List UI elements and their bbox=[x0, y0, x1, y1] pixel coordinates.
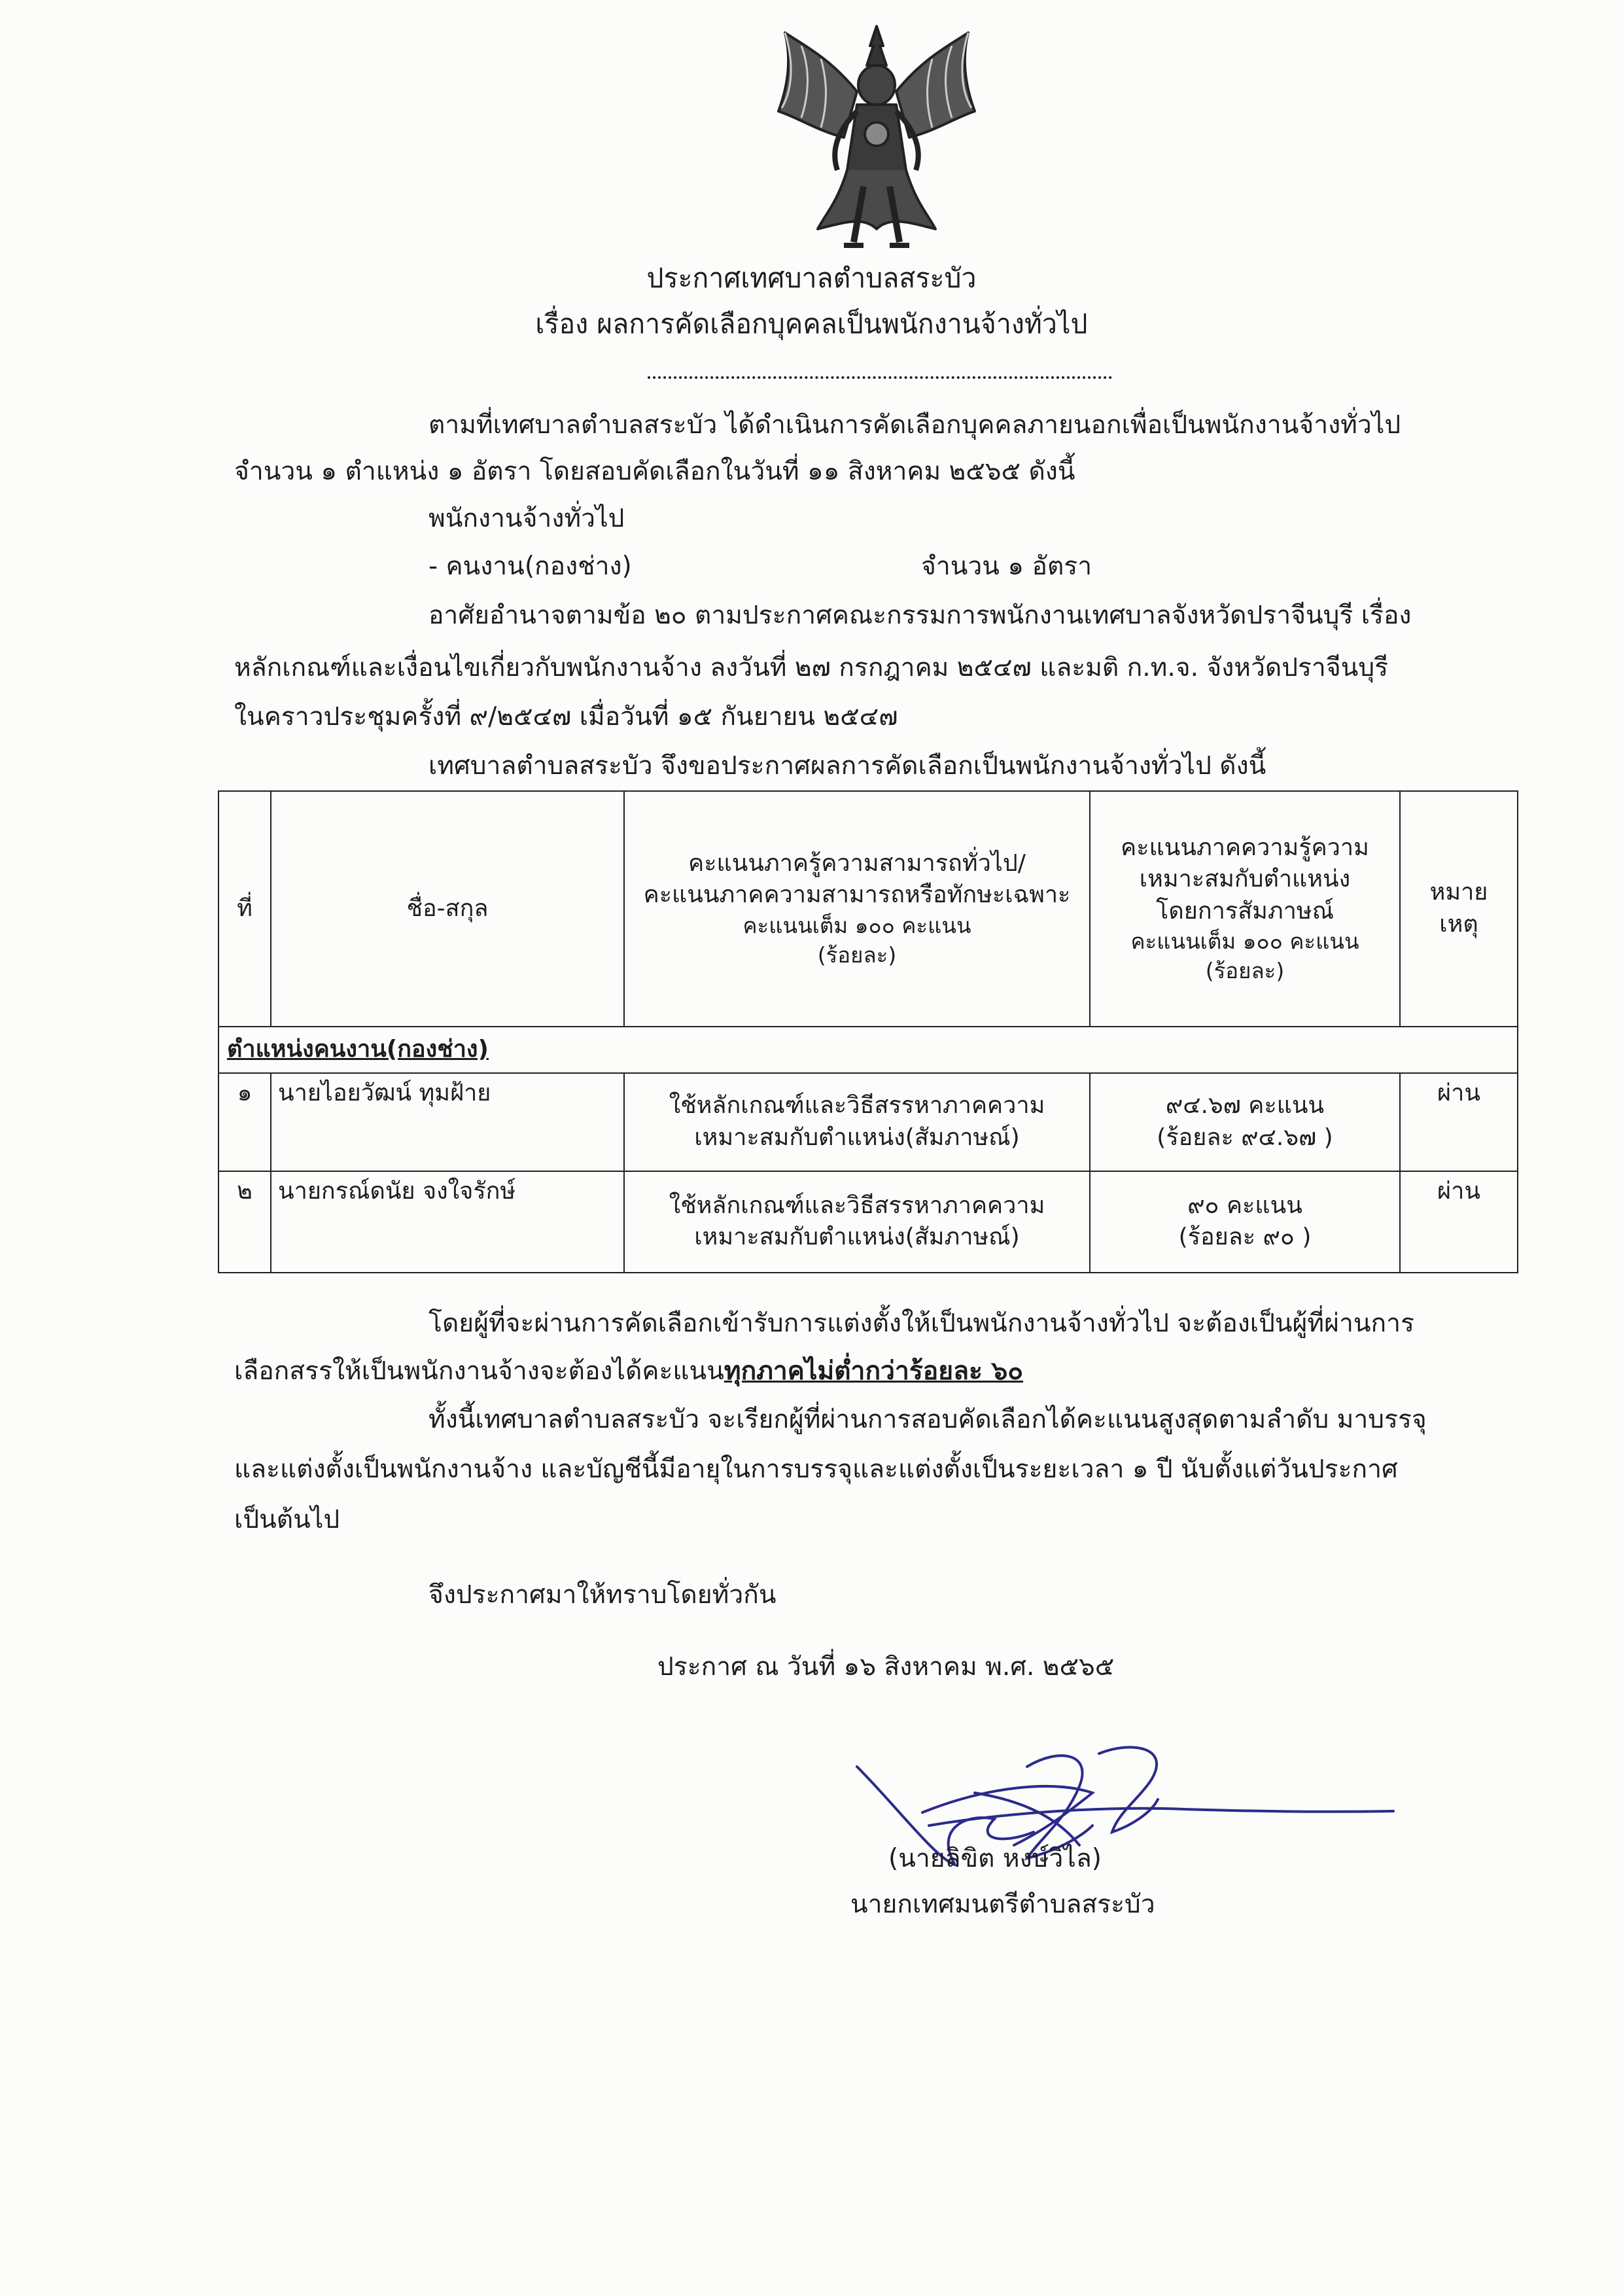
row-name: นายกรณ์ดนัย จงใจรักษ์ bbox=[271, 1171, 624, 1273]
row-score bbox=[1090, 1171, 1400, 1273]
announcement-date: ประกาศ ณ วันที่ ๑๖ สิงหาคม พ.ศ. ๒๕๖๕ bbox=[657, 1652, 1115, 1682]
header-interview-line: เหมาะสมกับตำแหน่ง bbox=[1139, 866, 1351, 893]
row-method bbox=[624, 1073, 1090, 1171]
signatory-name: (นายลิขิต หงษ์วิไล) bbox=[888, 1844, 1102, 1873]
section-row bbox=[218, 1027, 1518, 1073]
condition-line-1: โดยผู้ที่จะผ่านการคัดเลือกเข้ารับการแต่งตั้งให้เป็นพนักงานจ้างทั่วไป จะต้องเป็นผู้ที่ผ่านการ bbox=[428, 1309, 1414, 1338]
authority-line-4: เทศบาลตำบลสระบัว จึงขอประกาศผลการคัดเลือกเป็นพนักงานจ้างทั่วไป ดังนี้ bbox=[428, 751, 1266, 781]
document-subject: เรื่อง ผลการคัดเลือกบุคคลเป็นพนักงานจ้างทั่วไป bbox=[535, 308, 1088, 340]
condition-line-3: ทั้งนี้เทศบาลตำบลสระบัว จะเรียกผู้ที่ผ่านการสอบคัดเลือกได้คะแนนสูงสุดตามลำดับ มาบรรจุ bbox=[428, 1405, 1427, 1434]
header-remark-line: หมาย bbox=[1429, 879, 1488, 906]
position-count: จำนวน ๑ อัตรา bbox=[921, 552, 1092, 581]
table-row bbox=[218, 1171, 1518, 1273]
intro-line-2: จำนวน ๑ ตำแหน่ง ๑ อัตรา โดยสอบคัดเลือกในวันที่ ๑๑ สิงหาคม ๒๕๖๕ ดังนี้ bbox=[234, 457, 1075, 486]
condition-line-2 bbox=[234, 1356, 1023, 1387]
condition-text: เลือกสรรให้เป็นพนักงานจ้างจะต้องได้คะแนน bbox=[234, 1356, 724, 1386]
section-title: ตำแหน่งคนงาน(กองช่าง) bbox=[218, 1027, 1518, 1073]
condition-line-5: เป็นต้นไป bbox=[234, 1505, 340, 1534]
table-row bbox=[218, 1073, 1518, 1171]
row-remark: ผ่าน bbox=[1400, 1073, 1518, 1171]
header-interview-line: คะแนนภาคความรู้ความ bbox=[1121, 834, 1369, 861]
header-interview-line: (ร้อยละ) bbox=[1205, 957, 1285, 983]
closing-notice: จึงประกาศมาให้ทราบโดยทั่วกัน bbox=[428, 1580, 777, 1610]
header-interview-line: คะแนนเต็ม ๑๐๐ คะแนน bbox=[1130, 928, 1359, 955]
document-title: ประกาศเทศบาลตำบลสระบัว bbox=[646, 262, 977, 294]
row-no: ๑ bbox=[218, 1073, 271, 1171]
header-remark-line: เหตุ bbox=[1439, 911, 1478, 938]
row-method bbox=[624, 1171, 1090, 1273]
signatory-title: นายกเทศมนตรีตำบลสระบัว bbox=[850, 1890, 1155, 1919]
header-general-line: คะแนนเต็ม ๑๐๐ คะแนน bbox=[742, 913, 971, 939]
row-remark: ผ่าน bbox=[1400, 1171, 1518, 1273]
header-general-score bbox=[624, 791, 1090, 1027]
dotted-divider bbox=[648, 376, 1112, 379]
row-score-value: ๙๐ คะแนน bbox=[1187, 1192, 1302, 1219]
position-name: - คนงาน(กองช่าง) bbox=[428, 552, 632, 581]
garuda-emblem bbox=[765, 20, 988, 255]
row-name: นายไอยวัฒน์ ทุมฝ้าย bbox=[271, 1073, 624, 1171]
row-method-line: ใช้หลักเกณฑ์และวิธีสรรหาภาคความ bbox=[669, 1192, 1045, 1219]
condition-threshold: ทุกภาคไม่ต่ำกว่าร้อยละ ๖๐ bbox=[724, 1356, 1024, 1386]
header-interview-score bbox=[1090, 791, 1400, 1027]
header-remark bbox=[1400, 791, 1518, 1027]
results-table bbox=[218, 790, 1518, 1273]
row-no: ๒ bbox=[218, 1171, 271, 1273]
header-name: ชื่อ-สกุล bbox=[271, 791, 624, 1027]
row-score-percent: (ร้อยละ ๙๔.๖๗ ) bbox=[1157, 1123, 1333, 1151]
row-score-percent: (ร้อยละ ๙๐ ) bbox=[1178, 1224, 1312, 1251]
row-score bbox=[1090, 1073, 1400, 1171]
row-method-line: เหมาะสมกับตำแหน่ง(สัมภาษณ์) bbox=[694, 1224, 1020, 1251]
authority-line-1: อาศัยอำนาจตามข้อ ๒๐ ตามประกาศคณะกรรมการพนักงานเทศบาลจังหวัดปราจีนบุรี เรื่อง bbox=[428, 601, 1412, 630]
authority-line-3: ในคราวประชุมครั้งที่ ๙/๒๕๔๗ เมื่อวันที่ ๑๕ กันยายน ๒๕๔๗ bbox=[234, 702, 898, 732]
row-method-line: เหมาะสมกับตำแหน่ง(สัมภาษณ์) bbox=[694, 1123, 1020, 1151]
header-no: ที่ bbox=[218, 791, 271, 1027]
row-score-value: ๙๔.๖๗ คะแนน bbox=[1165, 1092, 1325, 1119]
condition-line-4: และแต่งตั้งเป็นพนักงานจ้าง และบัญชีนี้มีอายุในการบรรจุและแต่งตั้งเป็นระยะเวลา ๑ ปี นับตั้งแต่วันประกาศ bbox=[234, 1455, 1398, 1484]
header-general-line: คะแนนภาคความสามารถหรือทักษะเฉพาะ bbox=[643, 881, 1071, 909]
header-interview-line: โดยการสัมภาษณ์ bbox=[1156, 897, 1334, 925]
table-header-row bbox=[218, 791, 1518, 1027]
row-method-line: ใช้หลักเกณฑ์และวิธีสรรหาภาคความ bbox=[669, 1092, 1045, 1119]
employee-category: พนักงานจ้างทั่วไป bbox=[428, 504, 625, 533]
intro-line-1: ตามที่เทศบาลตำบลสระบัว ได้ดำเนินการคัดเลือกบุคคลภายนอกเพื่อเป็นพนักงานจ้างทั่วไป bbox=[428, 410, 1401, 440]
header-general-line: (ร้อยละ) bbox=[817, 942, 897, 968]
authority-line-2: หลักเกณฑ์และเงื่อนไขเกี่ยวกับพนักงานจ้าง ลงวันที่ ๒๗ กรกฎาคม ๒๕๔๗ และมติ ก.ท.จ. จังหวัดปราจีนบุรี bbox=[234, 653, 1389, 682]
header-general-line: คะแนนภาครู้ความสามารถทั่วไป/ bbox=[688, 849, 1026, 877]
